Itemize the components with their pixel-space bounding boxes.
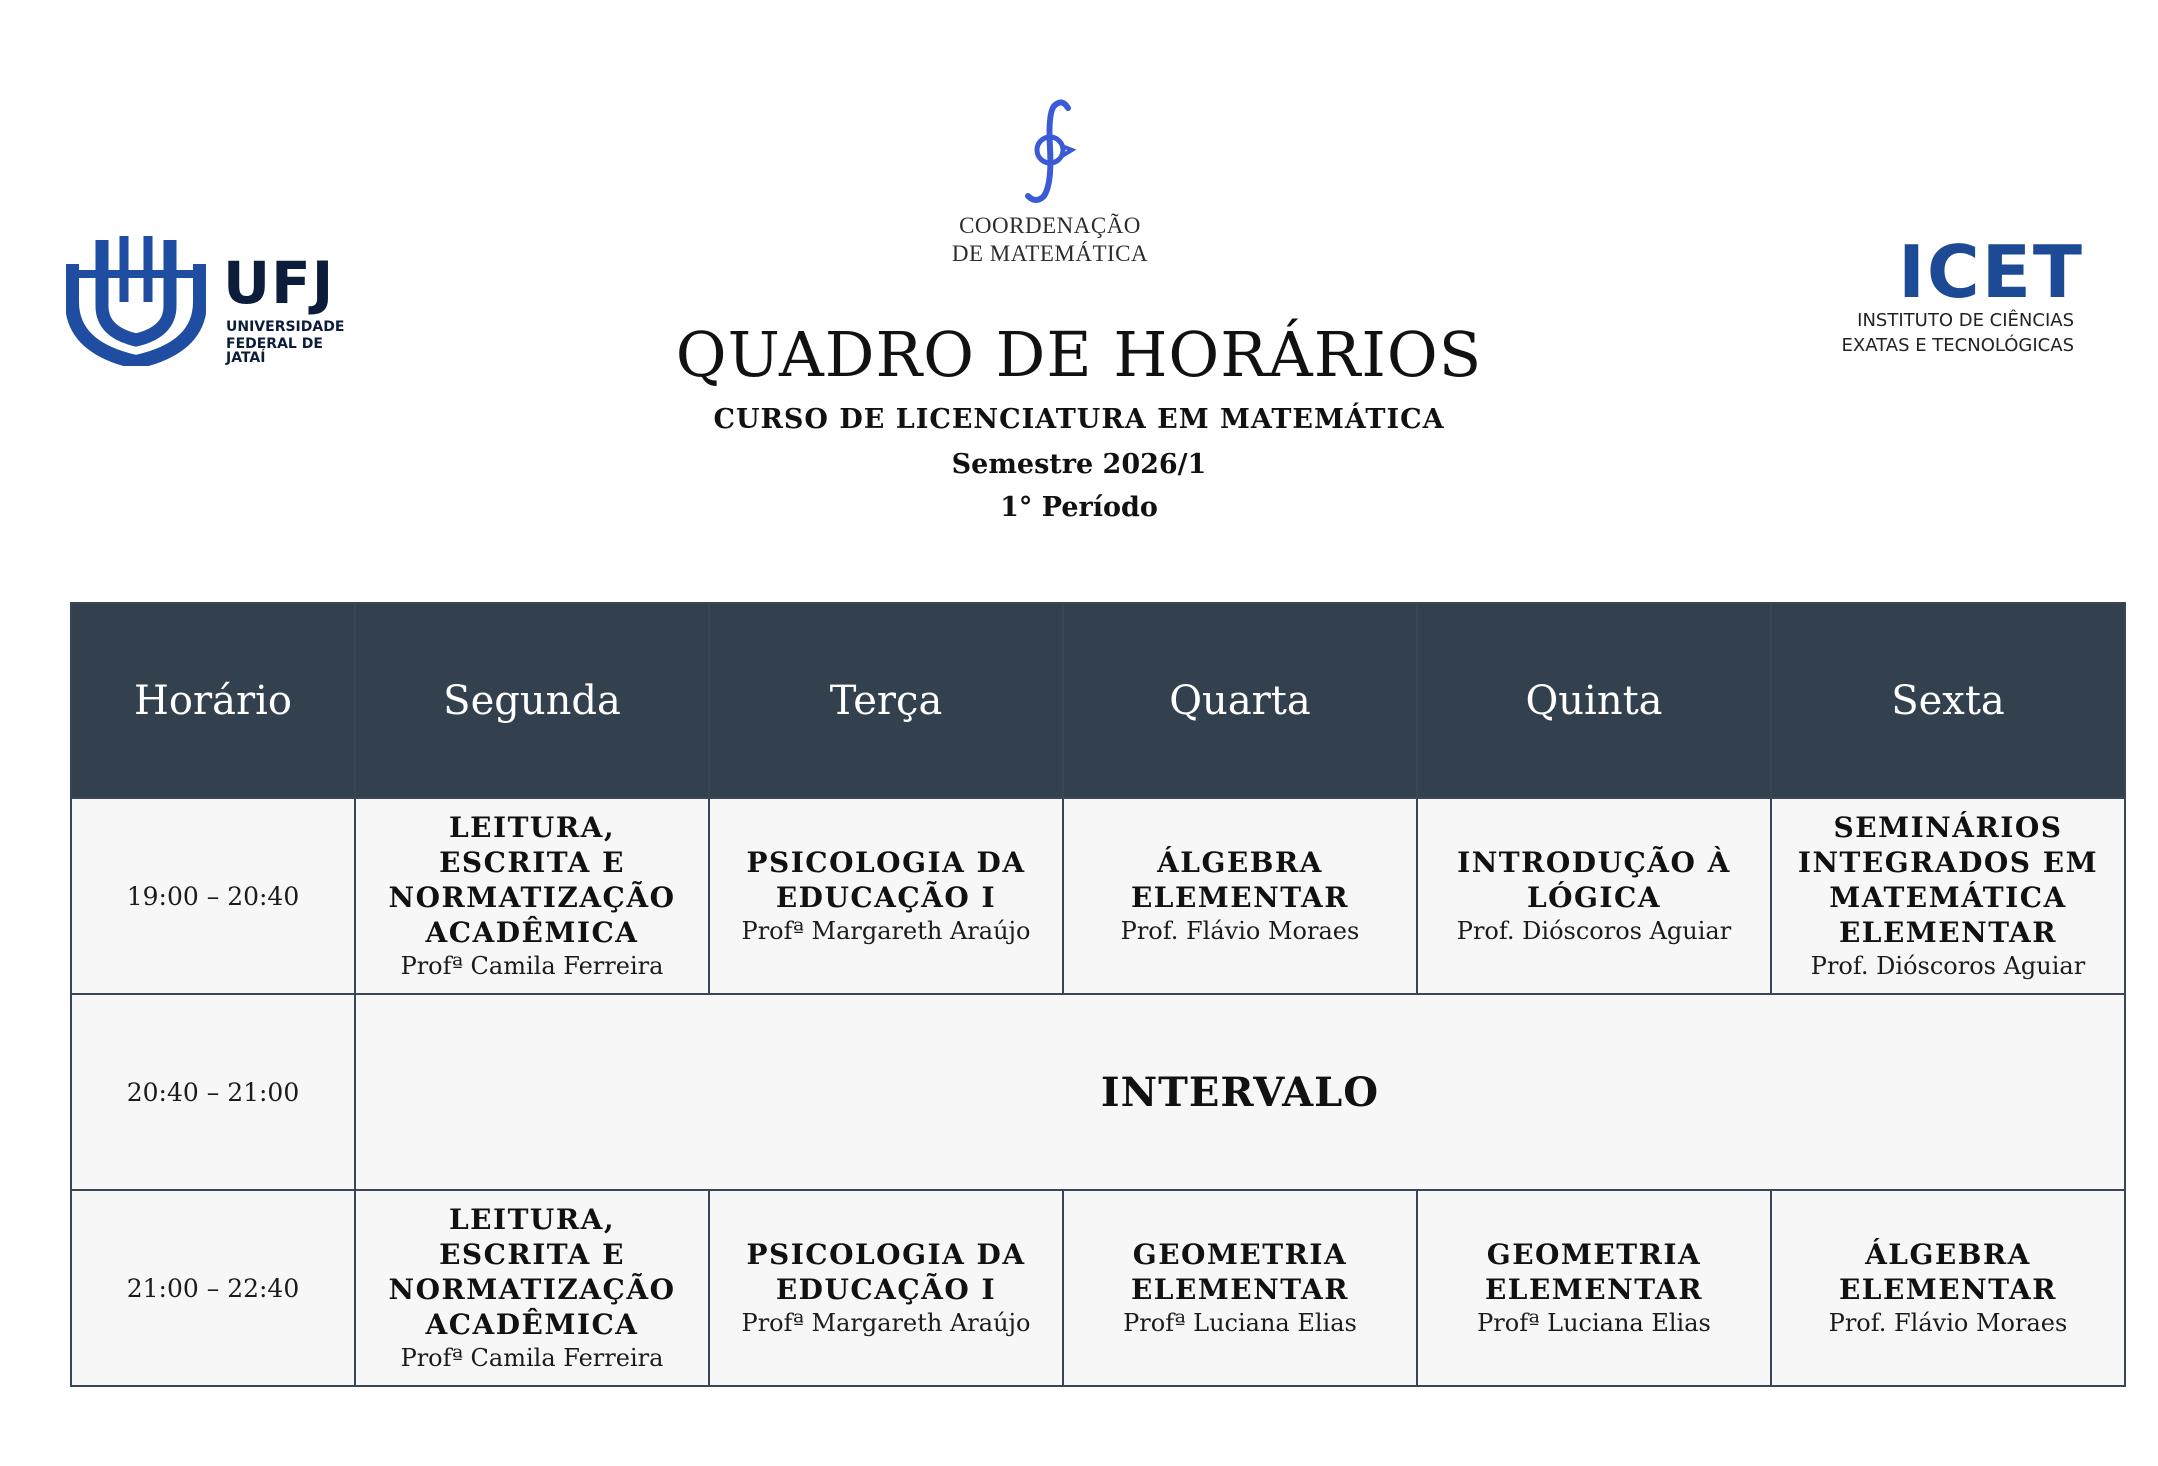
course-line: ELEMENTAR	[1130, 1273, 1350, 1306]
ufj-abbr: UFJ	[223, 249, 335, 317]
course-line: ELEMENTAR	[1838, 916, 2058, 949]
professor-name: Profª Margareth Araújo	[741, 1309, 1031, 1337]
table-row	[71, 994, 2125, 1190]
column-header-quinta: Quinta	[1417, 603, 1771, 798]
course-name	[1065, 845, 1415, 915]
course-name	[711, 845, 1061, 915]
course-line: PSICOLOGIA DA	[746, 1238, 1026, 1271]
coord-line1: COORDENAÇÃO	[959, 213, 1141, 238]
time-cell: 20:40 – 21:00	[71, 994, 355, 1190]
professor-name: Prof. Flávio Moraes	[1120, 917, 1360, 945]
course-name	[1773, 810, 2123, 950]
course-line: NORMATIZAÇÃO	[388, 881, 676, 914]
professor-name: Profª Margareth Araújo	[741, 917, 1031, 945]
coordenacao-logo	[930, 98, 1170, 268]
course-line: ELEMENTAR	[1484, 1273, 1704, 1306]
professor-name: Prof. Flávio Moraes	[1828, 1309, 2068, 1337]
course-line: ESCRITA E	[439, 1238, 625, 1271]
course-line: LEITURA,	[448, 811, 616, 844]
class-cell	[1771, 1190, 2125, 1386]
course-subtitle: CURSO DE LICENCIATURA EM MATEMÁTICA	[713, 404, 1445, 435]
course-line: NORMATIZAÇÃO	[388, 1273, 676, 1306]
course-name	[1065, 1237, 1415, 1307]
icet-line1: INSTITUTO DE CIÊNCIAS	[1857, 310, 2074, 331]
course-line: GEOMETRIA	[1132, 1238, 1348, 1271]
class-cell	[1063, 798, 1417, 994]
course-name	[1419, 1237, 1769, 1307]
time-cell: 19:00 – 20:40	[71, 798, 355, 994]
course-line: INTRODUÇÃO À	[1457, 846, 1731, 879]
table-row	[71, 1190, 2125, 1386]
course-line: ESCRITA E	[439, 846, 625, 879]
period-label: 1° Período	[1000, 492, 1158, 523]
class-cell	[1417, 798, 1771, 994]
class-cell	[709, 798, 1063, 994]
course-line: ÁLGEBRA	[1865, 1238, 2031, 1271]
column-header-segunda: Segunda	[355, 603, 709, 798]
class-cell	[1063, 1190, 1417, 1386]
course-line: SEMINÁRIOS	[1833, 811, 2063, 844]
class-cell	[355, 1190, 709, 1386]
course-line: INTEGRADOS EM	[1797, 846, 2099, 879]
time-cell: 21:00 – 22:40	[71, 1190, 355, 1386]
course-line: LÓGICA	[1526, 881, 1662, 914]
course-line: ELEMENTAR	[1838, 1273, 2058, 1306]
course-name	[1419, 845, 1769, 915]
page-title: QUADRO DE HORÁRIOS	[675, 318, 1483, 391]
professor-name: Profª Camila Ferreira	[400, 952, 664, 980]
class-cell	[709, 1190, 1063, 1386]
class-cell	[1417, 1190, 1771, 1386]
course-name	[1773, 1237, 2123, 1307]
semester-label: Semestre 2026/1	[951, 449, 1207, 480]
class-cell	[1771, 798, 2125, 994]
course-line: GEOMETRIA	[1486, 1238, 1702, 1271]
ufj-name-line1: UNIVERSIDADE	[226, 319, 345, 335]
course-name	[357, 810, 707, 950]
table-header-row	[71, 603, 2125, 798]
professor-name: Profª Luciana Elias	[1477, 1309, 1711, 1337]
class-cell	[355, 798, 709, 994]
ufj-name-line2: FEDERAL DE JATAÍ	[226, 336, 323, 366]
column-header-terca: Terça	[709, 603, 1063, 798]
professor-name: Prof. Dióscoros Aguiar	[1456, 917, 1732, 945]
column-header-quarta: Quarta	[1063, 603, 1417, 798]
coord-line2: DE MATEMÁTICA	[951, 241, 1149, 266]
course-line: EDUCAÇÃO I	[775, 1273, 997, 1306]
professor-name: Profª Camila Ferreira	[400, 1344, 664, 1372]
course-line: MATEMÁTICA	[1829, 881, 2067, 914]
interval-cell: INTERVALO	[355, 994, 2125, 1190]
course-line: EDUCAÇÃO I	[775, 881, 997, 914]
course-line: LEITURA,	[448, 1203, 616, 1236]
course-line: ACADÊMICA	[425, 1308, 639, 1341]
integral-symbol-icon	[1010, 98, 1090, 208]
column-header-sexta: Sexta	[1771, 603, 2125, 798]
icet-line2: EXATAS E TECNOLÓGICAS	[1841, 335, 2074, 356]
course-line: ACADÊMICA	[425, 916, 639, 949]
column-header-horario: Horário	[71, 603, 355, 798]
professor-name: Prof. Dióscoros Aguiar	[1810, 952, 2086, 980]
course-line: ELEMENTAR	[1130, 881, 1350, 914]
icet-abbr: ICET	[1898, 230, 2084, 314]
schedule-table	[70, 602, 2126, 1387]
course-name	[711, 1237, 1061, 1307]
course-line: ÁLGEBRA	[1157, 846, 1323, 879]
course-line: PSICOLOGIA DA	[746, 846, 1026, 879]
table-row	[71, 798, 2125, 994]
course-name	[357, 1202, 707, 1342]
professor-name: Profª Luciana Elias	[1123, 1309, 1357, 1337]
